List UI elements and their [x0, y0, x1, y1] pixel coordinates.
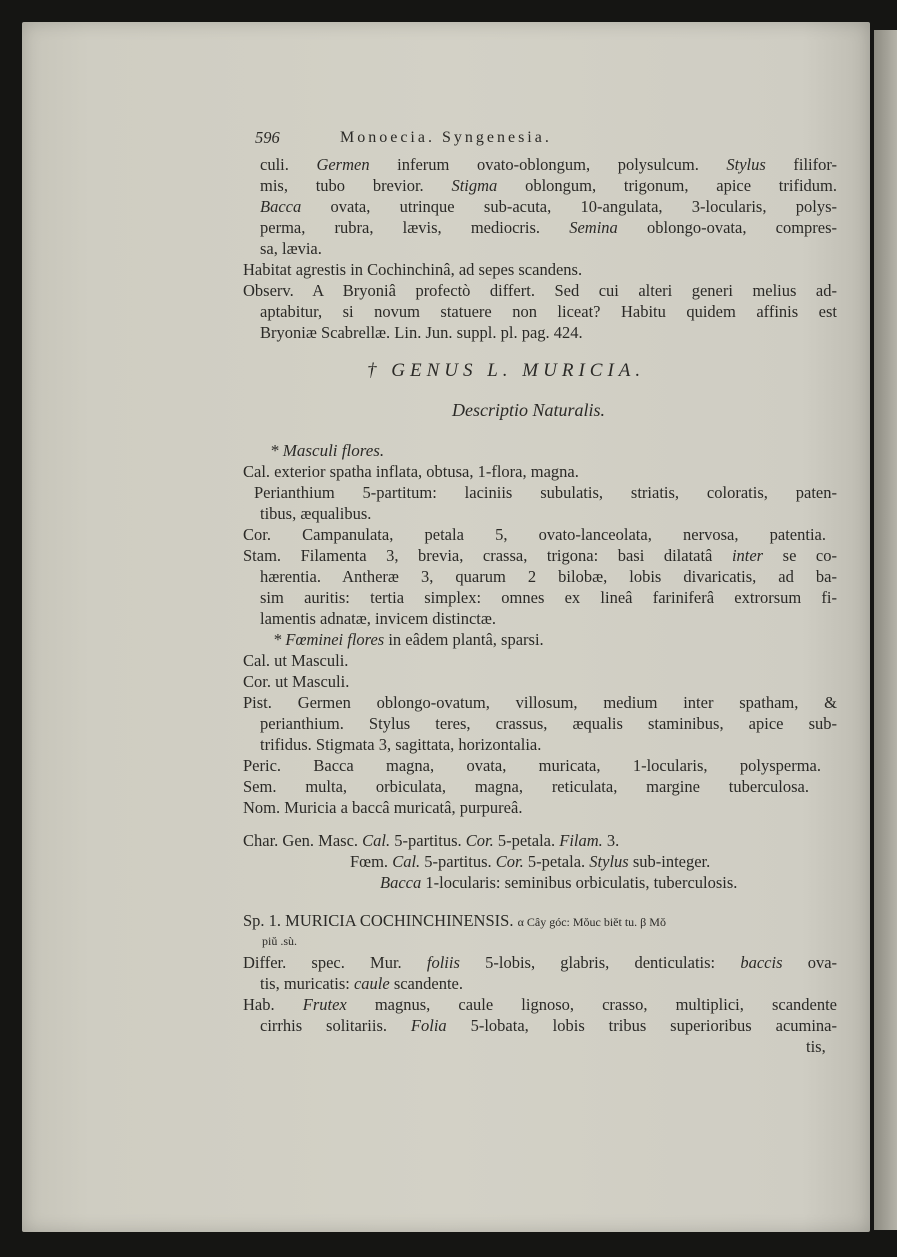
text-line: Perianthium 5-partitum: laciniis subulatis, striatis, coloratis, paten- [254, 483, 837, 502]
character-line: Char. Gen. Masc. Cal. 5-partitus. Cor. 5-petala. Filam. 3. [243, 831, 620, 850]
text-line: sim auritis: tertia simplex: omnes ex lineâ fariniferâ extrorsum fi- [260, 588, 837, 607]
catchword: tis, [806, 1037, 826, 1056]
text-line: cirrhis solitariis. Folia 5-lobata, lobis tribus superioribus acumina- [260, 1016, 838, 1035]
masculi-heading: * Masculi flores. [270, 441, 385, 460]
text-line: Sem. multa, orbiculata, magna, reticulata, margine tuberculosa. [243, 777, 809, 796]
observation-line: Observ. A Bryoniâ profectò differt. Sed cui alteri generi melius ad- [243, 281, 837, 300]
text-line: Differ. spec. Mur. foliis 5-lobis, glabris, denticulatis: baccis ova- [243, 953, 838, 972]
running-title: Monoecia. Syngenesia. [340, 129, 552, 146]
text-line: Bacca ovata, utrinque sub-acuta, 10-angulata, 3-locularis, polys- [260, 197, 838, 216]
text-line: mis, tubo brevior. Stigma oblongum, trigonum, apice trifidum. [260, 176, 838, 195]
text-line: Stam. Filamenta 3, brevia, crassa, trigona: basi dilatatâ inter se co- [243, 546, 838, 565]
text-line: culi. Germen inferum ovato-oblongum, polysulcum. Stylus filifor- [260, 155, 838, 174]
text-line: Hab. Frutex magnus, caule lignoso, crasso, multiplici, scandente [243, 995, 838, 1014]
text-line: Cor. ut Masculi. [243, 672, 350, 691]
text-line: tibus, æqualibus. [260, 504, 372, 523]
text-line: Cal. exterior spatha inflata, obtusa, 1-flora, magna. [243, 462, 579, 481]
habitat-line: Habitat agrestis in Cochinchinâ, ad sepes scandens. [243, 260, 583, 279]
text-line: hærentia. Antheræ 3, quarum 2 bilobæ, lobis divaricatis, ad ba- [260, 567, 837, 586]
text-line: sa, lævia. [260, 239, 322, 258]
observation-line: aptabitur, si novum statuere non liceat? Habitu quidem affinis est [260, 302, 837, 321]
text-line: perianthium. Stylus teres, crassus, æqualis staminibus, apice sub- [260, 714, 837, 733]
observation-line: Bryoniæ Scabrellæ. Lin. Jun. suppl. pl. pag. 424. [260, 323, 583, 342]
text-line: tis, muricatis: caule scandente. [260, 974, 463, 993]
text-line: Peric. Bacca magna, ovata, muricata, 1-locularis, polysperma. [243, 756, 821, 775]
character-line: Bacca 1-locularis: seminibus orbiculatis, tuberculosis. [380, 873, 738, 892]
text-line: trifidus. Stigmata 3, sagittata, horizontalia. [260, 735, 542, 754]
text-line: Cor. Campanulata, petala 5, ovato-lanceolata, nervosa, patentia. [243, 525, 826, 544]
text-line: Cal. ut Masculi. [243, 651, 349, 670]
genus-heading: † GENUS L. MURICIA. [367, 360, 646, 381]
page-number: 596 [255, 128, 280, 147]
section-subtitle: Descriptio Naturalis. [452, 400, 606, 420]
species-vernacular: piŭ .sù. [262, 934, 298, 948]
text-line: Nom. Muricia a baccâ muricatâ, purpureâ. [243, 798, 523, 817]
text-line: lamentis adnatæ, invicem distinctæ. [260, 609, 497, 628]
species-heading: Sp. 1. MURICIA COCHINCHINENSIS. α Cây góc: Mŏuc biĕt tu. β Mŏ [243, 911, 666, 930]
text-line: Pist. Germen oblongo-ovatum, villosum, medium inter spatham, & [243, 693, 837, 712]
text-line: perma, rubra, lævis, mediocris. Semina oblongo-ovata, compres- [260, 218, 838, 237]
character-line: Fœm. Cal. 5-partitus. Cor. 5-petala. Stylus sub-integer. [350, 852, 711, 871]
foeminei-heading: * Fœminei flores in eâdem plantâ, sparsi. [273, 630, 544, 649]
